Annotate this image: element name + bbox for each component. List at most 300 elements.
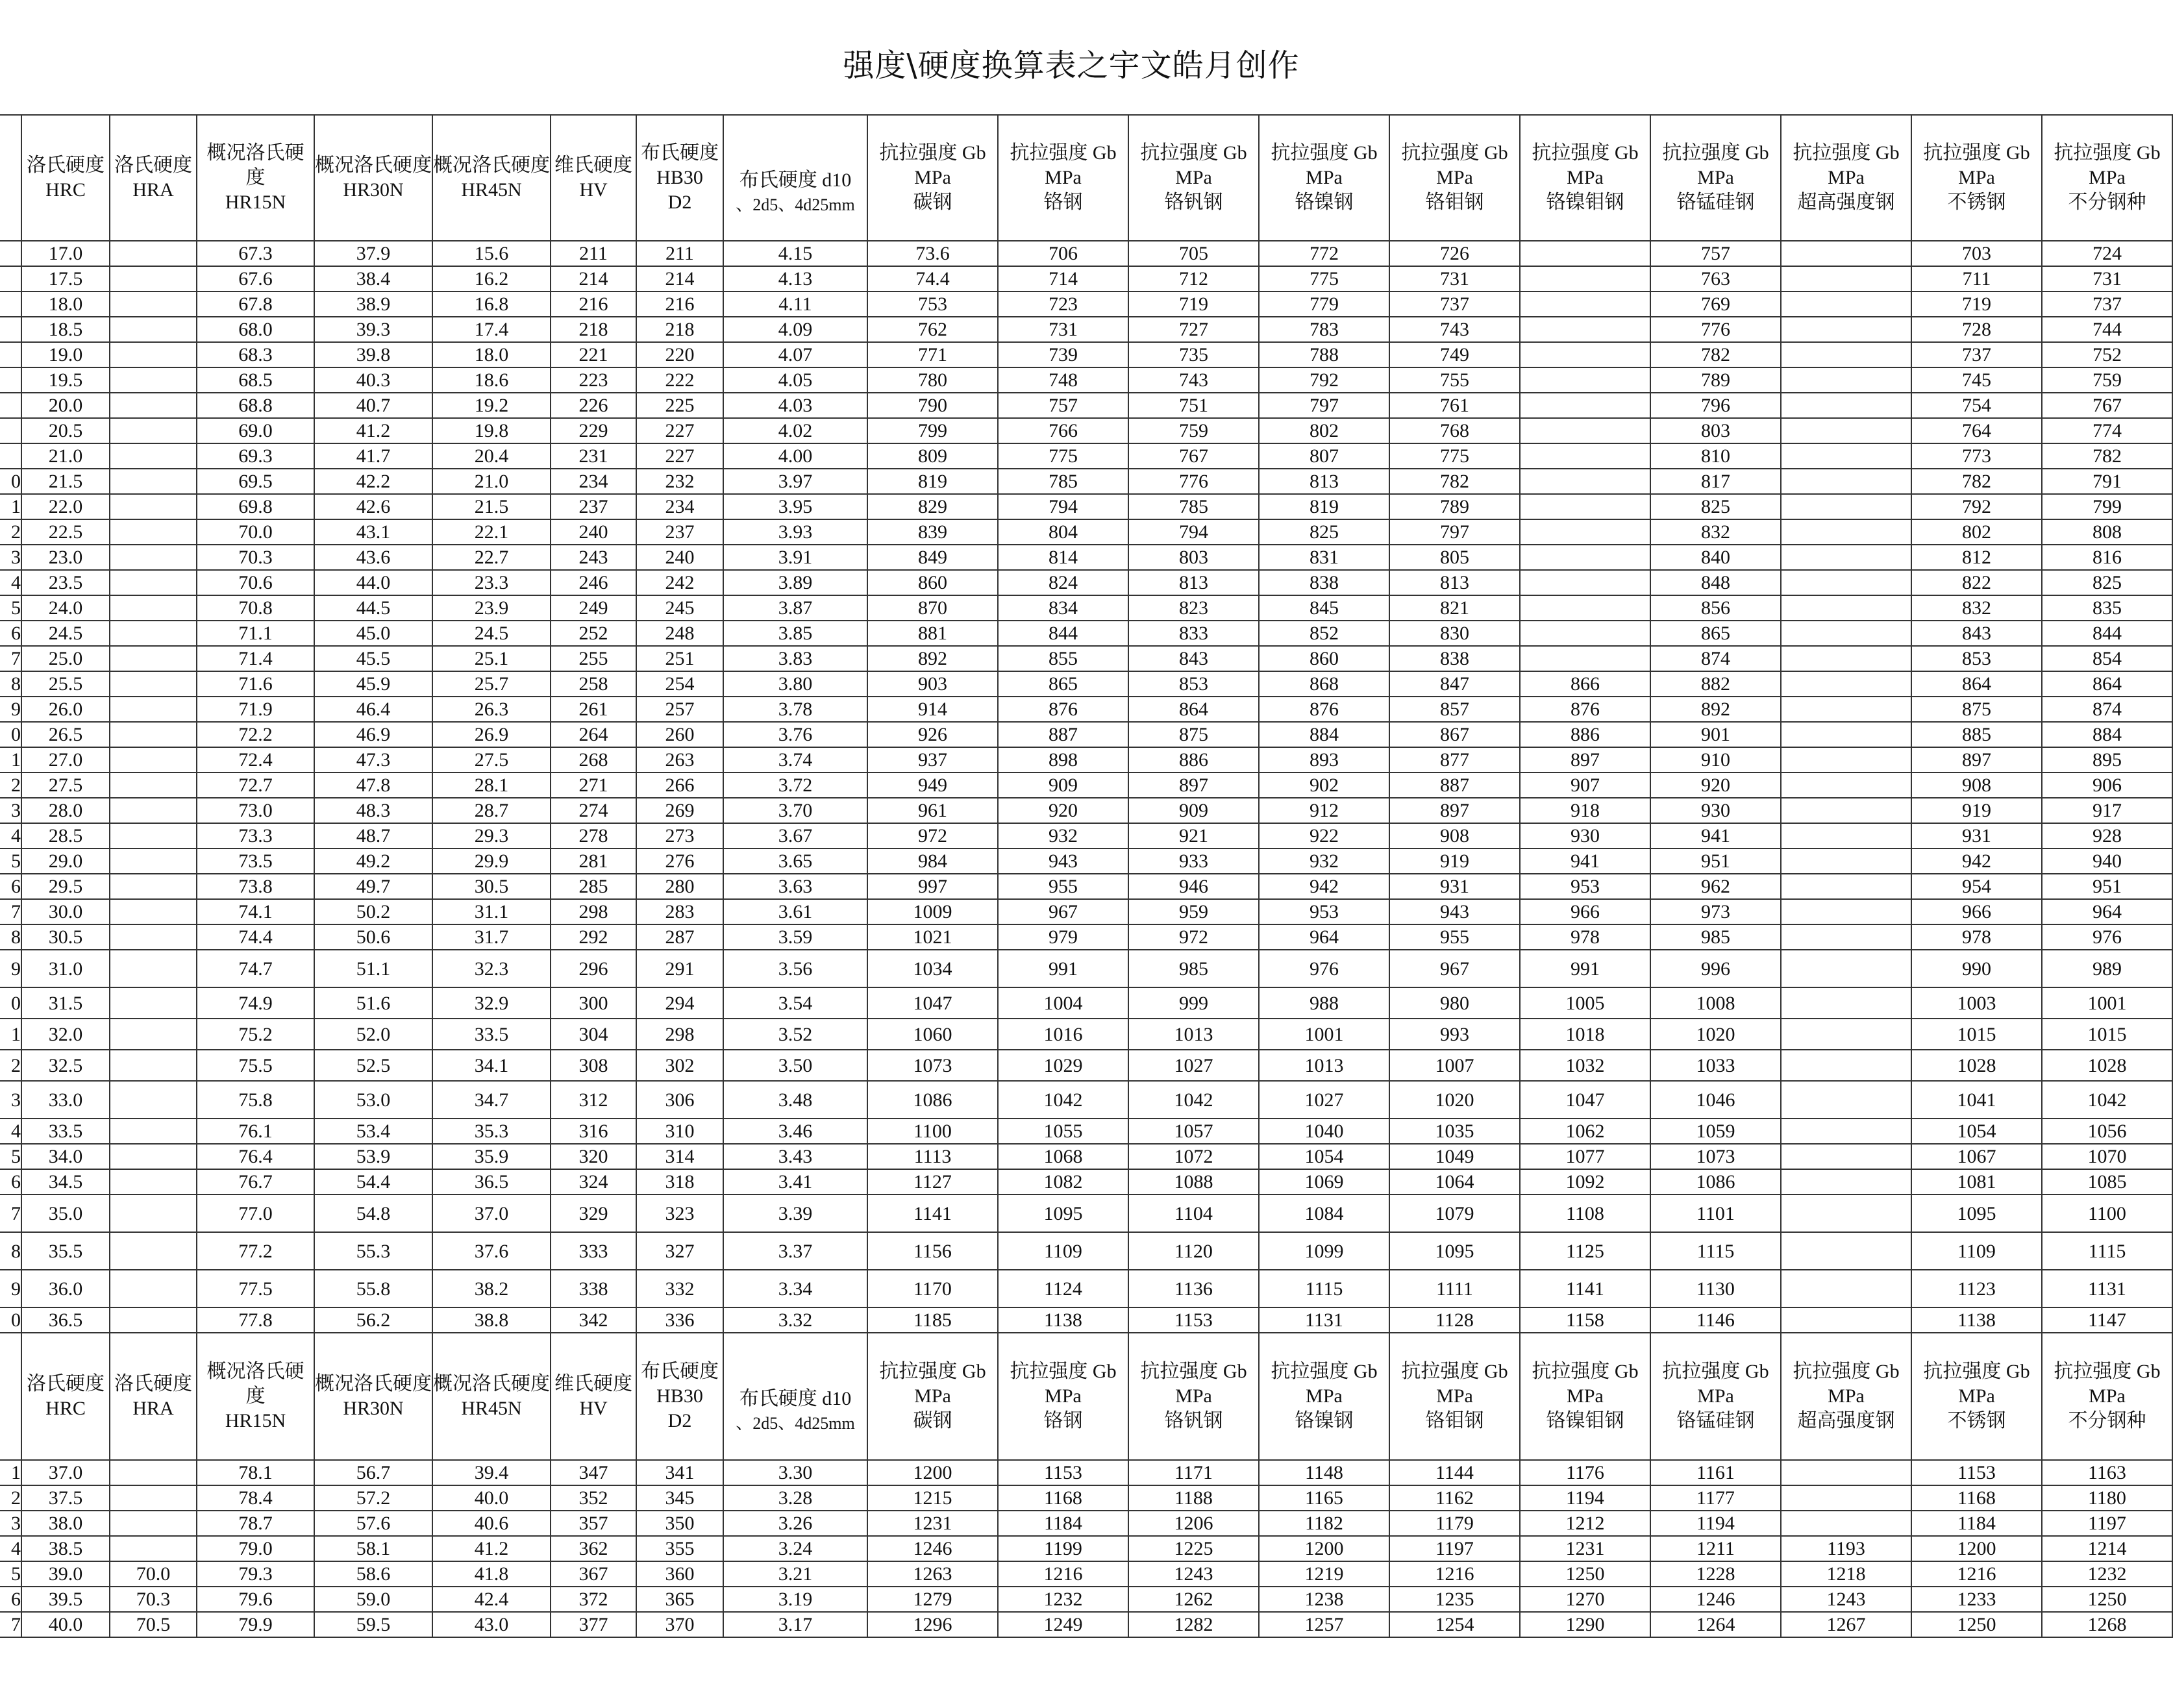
header-hr30n: 概况洛氏硬度 HR30N (314, 1333, 432, 1460)
header-hr15n: 概况洛氏硬度 HR15N (197, 115, 314, 241)
cell-tensile-8 (1781, 1511, 1911, 1536)
cell-hr15n: 70.6 (197, 570, 314, 595)
cell-tensile-9: 954 (1911, 874, 2042, 899)
cell-hr30n: 45.9 (314, 671, 432, 697)
cell-tensile-1: 1060 (867, 1019, 998, 1050)
header-tensile-9: 抗拉强度 Gb MPa 不锈钢 (1911, 1333, 2042, 1460)
cell-hr45n: 25.7 (432, 671, 551, 697)
cell-hr45n: 36.5 (432, 1169, 551, 1194)
cell-tensile-2: 1029 (998, 1050, 1128, 1081)
cell-tensile-6: 1231 (1520, 1536, 1650, 1561)
cell-hr45n: 19.2 (432, 393, 551, 418)
cell-tensile-3: 985 (1128, 950, 1259, 987)
cell-tensile-1: 829 (867, 494, 998, 519)
cell-hr15n: 71.6 (197, 671, 314, 697)
header-tensile-4: 抗拉强度 Gb MPa 铬镍钢 (1259, 115, 1389, 241)
cell-hr45n: 24.5 (432, 621, 551, 646)
header-tensile-2: 抗拉强度 Gb MPa 铬钢 (998, 1333, 1128, 1460)
cell-hra (110, 1050, 197, 1081)
cell-hrc: 34.5 (21, 1169, 110, 1194)
header-row (0, 115, 2172, 241)
cell-tensile-2: 1095 (998, 1194, 1128, 1232)
cell-tensile-1: 997 (867, 874, 998, 899)
cell-tensile-10: 744 (2042, 317, 2172, 342)
table-row (0, 671, 2172, 697)
table-row (0, 1307, 2172, 1333)
row-index: 1 (0, 494, 21, 519)
cell-tensile-8 (1781, 1019, 1911, 1050)
cell-tensile-5: 1216 (1389, 1561, 1520, 1587)
cell-tensile-9: 1184 (1911, 1511, 2042, 1536)
cell-hr15n: 68.5 (197, 367, 314, 393)
cell-hr15n: 77.2 (197, 1232, 314, 1270)
cell-tensile-7: 882 (1650, 671, 1781, 697)
cell-hr45n: 19.8 (432, 418, 551, 443)
cell-hv: 292 (551, 924, 636, 950)
cell-tensile-4: 1027 (1259, 1081, 1389, 1119)
cell-tensile-3: 1206 (1128, 1511, 1259, 1536)
cell-tensile-3: 813 (1128, 570, 1259, 595)
row-index (0, 266, 21, 291)
cell-hrc: 28.5 (21, 823, 110, 848)
cell-tensile-8 (1781, 1081, 1911, 1119)
cell-hr45n: 29.3 (432, 823, 551, 848)
cell-hr15n: 74.9 (197, 987, 314, 1019)
cell-tensile-1: 839 (867, 519, 998, 545)
cell-tensile-6 (1520, 646, 1650, 671)
header-hb-d: 布氏硬度 d10 、2d5、4d25mm (723, 115, 867, 241)
cell-tensile-1: 860 (867, 570, 998, 595)
cell-hrc: 22.0 (21, 494, 110, 519)
cell-hb-d: 3.91 (723, 545, 867, 570)
cell-tensile-9: 822 (1911, 570, 2042, 595)
row-index: 4 (0, 823, 21, 848)
cell-tensile-6: 1194 (1520, 1485, 1650, 1511)
cell-tensile-10: 1163 (2042, 1460, 2172, 1485)
cell-tensile-5: 821 (1389, 595, 1520, 621)
cell-hb-d: 3.43 (723, 1144, 867, 1169)
cell-hv: 278 (551, 823, 636, 848)
cell-tensile-3: 897 (1128, 773, 1259, 798)
cell-hb-d: 3.26 (723, 1511, 867, 1536)
header-hr15n: 概况洛氏硬度 HR15N (197, 1333, 314, 1460)
table-row (0, 722, 2172, 747)
cell-tensile-1: 1200 (867, 1460, 998, 1485)
cell-tensile-10: 1070 (2042, 1144, 2172, 1169)
row-index (0, 342, 21, 367)
cell-tensile-4: 884 (1259, 722, 1389, 747)
cell-tensile-10: 1180 (2042, 1485, 2172, 1511)
cell-hr45n: 34.1 (432, 1050, 551, 1081)
cell-tensile-2: 1109 (998, 1232, 1128, 1270)
cell-hr45n: 31.1 (432, 899, 551, 924)
cell-tensile-8 (1781, 494, 1911, 519)
cell-hra (110, 671, 197, 697)
cell-tensile-6: 966 (1520, 899, 1650, 924)
cell-hb30: 227 (636, 443, 723, 469)
cell-tensile-4: 912 (1259, 798, 1389, 823)
cell-tensile-6: 918 (1520, 798, 1650, 823)
cell-tensile-6 (1520, 241, 1650, 266)
cell-hv: 258 (551, 671, 636, 697)
cell-hb30: 245 (636, 595, 723, 621)
cell-hra (110, 494, 197, 519)
cell-tensile-4: 860 (1259, 646, 1389, 671)
cell-hr45n: 32.9 (432, 987, 551, 1019)
cell-hb-d: 3.56 (723, 950, 867, 987)
cell-hr30n: 55.3 (314, 1232, 432, 1270)
header-tensile-2: 抗拉强度 Gb MPa 铬钢 (998, 115, 1128, 241)
cell-hv: 211 (551, 241, 636, 266)
cell-hr30n: 47.8 (314, 773, 432, 798)
cell-hb30: 310 (636, 1119, 723, 1144)
cell-hb-d: 3.85 (723, 621, 867, 646)
cell-hb-d: 3.30 (723, 1460, 867, 1485)
cell-tensile-4: 1200 (1259, 1536, 1389, 1561)
cell-hrc: 29.0 (21, 848, 110, 874)
cell-hr45n: 18.0 (432, 342, 551, 367)
cell-hr45n: 39.4 (432, 1460, 551, 1485)
cell-hra (110, 1081, 197, 1119)
row-index: 0 (0, 722, 21, 747)
cell-hr45n: 20.4 (432, 443, 551, 469)
cell-tensile-2: 1004 (998, 987, 1128, 1019)
cell-hr45n: 26.9 (432, 722, 551, 747)
cell-tensile-4: 1148 (1259, 1460, 1389, 1485)
cell-tensile-2: 844 (998, 621, 1128, 646)
cell-tensile-1: 1073 (867, 1050, 998, 1081)
cell-tensile-5: 775 (1389, 443, 1520, 469)
cell-hr45n: 37.6 (432, 1232, 551, 1270)
cell-hrc: 36.0 (21, 1270, 110, 1307)
cell-tensile-8 (1781, 1119, 1911, 1144)
cell-hv: 271 (551, 773, 636, 798)
cell-hb30: 225 (636, 393, 723, 418)
cell-hr15n: 67.3 (197, 241, 314, 266)
cell-hb30: 306 (636, 1081, 723, 1119)
cell-hr30n: 56.7 (314, 1460, 432, 1485)
cell-hrc: 32.0 (21, 1019, 110, 1050)
cell-tensile-3: 1262 (1128, 1587, 1259, 1612)
cell-tensile-5: 743 (1389, 317, 1520, 342)
cell-tensile-10: 1001 (2042, 987, 2172, 1019)
cell-hb30: 273 (636, 823, 723, 848)
cell-tensile-3: 727 (1128, 317, 1259, 342)
cell-hra (110, 1485, 197, 1511)
cell-hra (110, 367, 197, 393)
cell-tensile-2: 739 (998, 342, 1128, 367)
cell-hra (110, 595, 197, 621)
cell-tensile-10: 964 (2042, 899, 2172, 924)
cell-hr30n: 41.7 (314, 443, 432, 469)
header-index (0, 1333, 21, 1460)
cell-hr15n: 74.4 (197, 924, 314, 950)
cell-tensile-2: 1249 (998, 1612, 1128, 1637)
cell-tensile-6: 1250 (1520, 1561, 1650, 1587)
cell-hr30n: 48.7 (314, 823, 432, 848)
cell-hv: 342 (551, 1307, 636, 1333)
cell-tensile-2: 834 (998, 595, 1128, 621)
cell-hr45n: 38.2 (432, 1270, 551, 1307)
row-index: 6 (0, 1587, 21, 1612)
cell-tensile-2: 1199 (998, 1536, 1128, 1561)
cell-hv: 372 (551, 1587, 636, 1612)
cell-tensile-1: 903 (867, 671, 998, 697)
cell-tensile-3: 959 (1128, 899, 1259, 924)
cell-hr30n: 50.2 (314, 899, 432, 924)
cell-tensile-6: 907 (1520, 773, 1650, 798)
cell-hb30: 251 (636, 646, 723, 671)
cell-tensile-10: 791 (2042, 469, 2172, 494)
cell-tensile-1: 892 (867, 646, 998, 671)
table-row (0, 1587, 2172, 1612)
cell-tensile-8 (1781, 570, 1911, 595)
table-row (0, 266, 2172, 291)
row-index: 3 (0, 1081, 21, 1119)
cell-hrc: 27.0 (21, 747, 110, 773)
header-hv: 维氏硬度 HV (551, 115, 636, 241)
cell-hb-d: 4.13 (723, 266, 867, 291)
cell-tensile-6: 941 (1520, 848, 1650, 874)
cell-tensile-9: 1028 (1911, 1050, 2042, 1081)
cell-hra (110, 1460, 197, 1485)
cell-tensile-7: 951 (1650, 848, 1781, 874)
header-tensile-7: 抗拉强度 Gb MPa 铬锰硅钢 (1650, 1333, 1781, 1460)
cell-hra (110, 722, 197, 747)
table-row (0, 747, 2172, 773)
cell-hb-d: 3.37 (723, 1232, 867, 1270)
cell-tensile-7: 825 (1650, 494, 1781, 519)
cell-tensile-4: 1099 (1259, 1232, 1389, 1270)
cell-hra (110, 1019, 197, 1050)
cell-tensile-9: 1168 (1911, 1485, 2042, 1511)
cell-tensile-8: 1243 (1781, 1587, 1911, 1612)
cell-tensile-2: 967 (998, 899, 1128, 924)
cell-tensile-2: 824 (998, 570, 1128, 595)
cell-hr45n: 38.8 (432, 1307, 551, 1333)
cell-hb-d: 3.97 (723, 469, 867, 494)
cell-hv: 268 (551, 747, 636, 773)
cell-tensile-8 (1781, 1460, 1911, 1485)
cell-tensile-9: 1054 (1911, 1119, 2042, 1144)
cell-tensile-4: 831 (1259, 545, 1389, 570)
cell-tensile-8 (1781, 469, 1911, 494)
cell-hr15n: 72.7 (197, 773, 314, 798)
cell-hrc: 28.0 (21, 798, 110, 823)
cell-hrc: 31.5 (21, 987, 110, 1019)
cell-hra: 70.3 (110, 1587, 197, 1612)
cell-hrc: 18.5 (21, 317, 110, 342)
table-row (0, 798, 2172, 823)
cell-hb30: 298 (636, 1019, 723, 1050)
header-hb30: 布氏硬度 HB30 D2 (636, 1333, 723, 1460)
cell-hr45n: 23.3 (432, 570, 551, 595)
cell-hr30n: 51.1 (314, 950, 432, 987)
cell-tensile-5: 768 (1389, 418, 1520, 443)
cell-hr15n: 77.0 (197, 1194, 314, 1232)
cell-hb30: 360 (636, 1561, 723, 1587)
cell-tensile-10: 844 (2042, 621, 2172, 646)
cell-hr30n: 57.2 (314, 1485, 432, 1511)
cell-tensile-2: 1153 (998, 1460, 1128, 1485)
row-index: 1 (0, 1460, 21, 1485)
cell-tensile-5: 857 (1389, 697, 1520, 722)
table-row (0, 773, 2172, 798)
cell-tensile-5: 1162 (1389, 1485, 1520, 1511)
cell-tensile-4: 838 (1259, 570, 1389, 595)
cell-hb30: 291 (636, 950, 723, 987)
cell-tensile-3: 712 (1128, 266, 1259, 291)
cell-tensile-9: 1081 (1911, 1169, 2042, 1194)
cell-tensile-1: 753 (867, 291, 998, 317)
cell-tensile-2: 1184 (998, 1511, 1128, 1536)
cell-hra (110, 987, 197, 1019)
cell-tensile-2: 766 (998, 418, 1128, 443)
cell-tensile-7: 1177 (1650, 1485, 1781, 1511)
cell-hr15n: 75.2 (197, 1019, 314, 1050)
cell-tensile-7: 910 (1650, 747, 1781, 773)
cell-hv: 329 (551, 1194, 636, 1232)
cell-tensile-9: 1095 (1911, 1194, 2042, 1232)
table-row (0, 1460, 2172, 1485)
cell-tensile-9: 1200 (1911, 1536, 2042, 1561)
table-row (0, 291, 2172, 317)
row-index: 8 (0, 1232, 21, 1270)
cell-tensile-1: 1246 (867, 1536, 998, 1561)
cell-tensile-1: 1296 (867, 1612, 998, 1637)
cell-hr30n: 49.7 (314, 874, 432, 899)
cell-tensile-3: 843 (1128, 646, 1259, 671)
cell-hv: 237 (551, 494, 636, 519)
cell-tensile-3: 875 (1128, 722, 1259, 747)
cell-hr15n: 78.1 (197, 1460, 314, 1485)
cell-tensile-4: 772 (1259, 241, 1389, 266)
cell-hr45n: 31.7 (432, 924, 551, 950)
cell-tensile-3: 1171 (1128, 1460, 1259, 1485)
cell-tensile-2: 898 (998, 747, 1128, 773)
cell-hra: 70.0 (110, 1561, 197, 1587)
cell-tensile-8 (1781, 418, 1911, 443)
cell-hr15n: 73.0 (197, 798, 314, 823)
cell-tensile-9: 773 (1911, 443, 2042, 469)
cell-tensile-8 (1781, 393, 1911, 418)
cell-tensile-8 (1781, 646, 1911, 671)
cell-hrc: 30.5 (21, 924, 110, 950)
cell-tensile-10: 976 (2042, 924, 2172, 950)
cell-tensile-7: 1130 (1650, 1270, 1781, 1307)
cell-tensile-3: 1088 (1128, 1169, 1259, 1194)
cell-tensile-8 (1781, 823, 1911, 848)
cell-hrc: 25.0 (21, 646, 110, 671)
table-row (0, 367, 2172, 393)
cell-hb30: 345 (636, 1485, 723, 1511)
cell-tensile-2: 1082 (998, 1169, 1128, 1194)
row-index: 7 (0, 899, 21, 924)
cell-tensile-1: 972 (867, 823, 998, 848)
cell-tensile-8 (1781, 1307, 1911, 1333)
cell-tensile-10: 1268 (2042, 1612, 2172, 1637)
cell-tensile-7: 848 (1650, 570, 1781, 595)
cell-hb30: 237 (636, 519, 723, 545)
cell-tensile-8 (1781, 722, 1911, 747)
table-row (0, 241, 2172, 266)
cell-tensile-1: 1009 (867, 899, 998, 924)
cell-tensile-4: 893 (1259, 747, 1389, 773)
cell-tensile-2: 757 (998, 393, 1128, 418)
cell-tensile-9: 719 (1911, 291, 2042, 317)
cell-hrc: 37.0 (21, 1460, 110, 1485)
cell-tensile-9: 931 (1911, 823, 2042, 848)
cell-tensile-5: 805 (1389, 545, 1520, 570)
cell-tensile-6: 1270 (1520, 1587, 1650, 1612)
cell-hr30n: 53.4 (314, 1119, 432, 1144)
cell-tensile-3: 1243 (1128, 1561, 1259, 1587)
cell-hr15n: 77.5 (197, 1270, 314, 1307)
cell-hv: 352 (551, 1485, 636, 1511)
cell-hb-d: 3.21 (723, 1561, 867, 1587)
cell-tensile-8 (1781, 443, 1911, 469)
cell-hr30n: 48.3 (314, 798, 432, 823)
row-index: 7 (0, 1612, 21, 1637)
header-hv: 维氏硬度 HV (551, 1333, 636, 1460)
cell-tensile-5: 731 (1389, 266, 1520, 291)
cell-tensile-6: 1158 (1520, 1307, 1650, 1333)
cell-tensile-7: 1086 (1650, 1169, 1781, 1194)
cell-tensile-6 (1520, 418, 1650, 443)
cell-tensile-5: 726 (1389, 241, 1520, 266)
row-index: 5 (0, 848, 21, 874)
cell-hb-d: 4.09 (723, 317, 867, 342)
cell-hr15n: 78.4 (197, 1485, 314, 1511)
cell-hr30n: 46.4 (314, 697, 432, 722)
header-hr45n: 概况洛氏硬度 HR45N (432, 1333, 551, 1460)
cell-hr15n: 70.0 (197, 519, 314, 545)
cell-hr15n: 76.1 (197, 1119, 314, 1144)
cell-hb-d: 4.03 (723, 393, 867, 418)
cell-hr30n: 53.0 (314, 1081, 432, 1119)
cell-tensile-6: 1018 (1520, 1019, 1650, 1050)
cell-tensile-8 (1781, 1232, 1911, 1270)
header-tensile-3: 抗拉强度 Gb MPa 铬钒钢 (1128, 115, 1259, 241)
cell-hr15n: 70.8 (197, 595, 314, 621)
cell-tensile-10: 951 (2042, 874, 2172, 899)
cell-hb30: 248 (636, 621, 723, 646)
cell-hrc: 25.5 (21, 671, 110, 697)
cell-tensile-7: 874 (1650, 646, 1781, 671)
cell-hrc: 40.0 (21, 1612, 110, 1637)
cell-tensile-2: 775 (998, 443, 1128, 469)
cell-tensile-9: 885 (1911, 722, 2042, 747)
cell-tensile-8 (1781, 595, 1911, 621)
cell-tensile-9: 764 (1911, 418, 2042, 443)
cell-tensile-4: 976 (1259, 950, 1389, 987)
cell-tensile-7: 1246 (1650, 1587, 1781, 1612)
cell-hb-d: 3.67 (723, 823, 867, 848)
cell-hb30: 350 (636, 1511, 723, 1536)
cell-tensile-10: 928 (2042, 823, 2172, 848)
cell-hv: 324 (551, 1169, 636, 1194)
table-row (0, 519, 2172, 545)
cell-tensile-3: 794 (1128, 519, 1259, 545)
cell-hv: 338 (551, 1270, 636, 1307)
cell-hv: 300 (551, 987, 636, 1019)
cell-hr30n: 46.9 (314, 722, 432, 747)
cell-tensile-10: 1115 (2042, 1232, 2172, 1270)
cell-tensile-5: 830 (1389, 621, 1520, 646)
cell-hb30: 336 (636, 1307, 723, 1333)
cell-tensile-3: 909 (1128, 798, 1259, 823)
table-row (0, 1561, 2172, 1587)
